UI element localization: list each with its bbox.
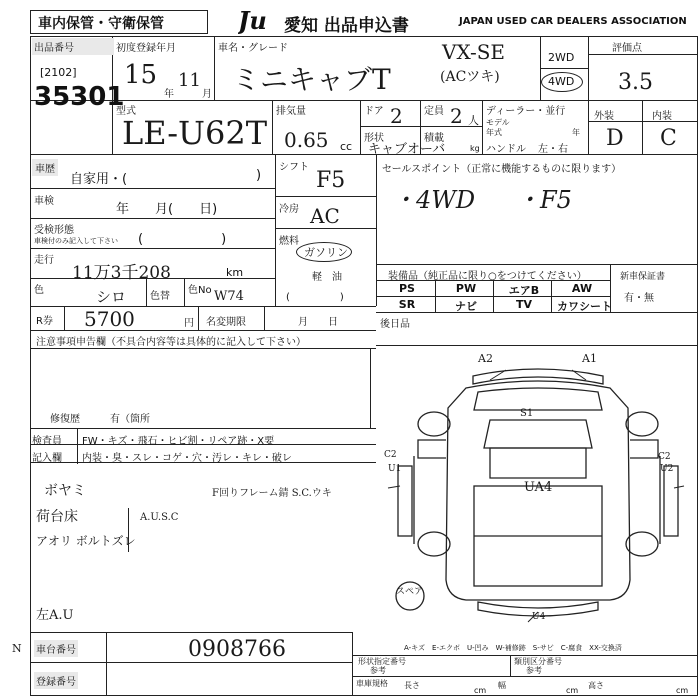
equip-item: ナビ — [455, 300, 477, 313]
note-5: F回りフレーム錆 S.C.ウキ — [212, 488, 332, 499]
kg-unit: kg — [470, 144, 480, 153]
ref-cm-2: cm — [566, 686, 579, 695]
mark-ua4: UA4 — [524, 480, 553, 495]
seats: 2 — [450, 104, 463, 128]
equip-item: SR — [398, 298, 416, 311]
car-name: ミニキャブT — [232, 63, 391, 96]
r-value: 5700 — [84, 307, 135, 331]
reg-month-unit: 月 — [202, 89, 212, 100]
mileage-value: 11万3千208 — [72, 263, 171, 283]
org-title: 愛知 出品申込書 — [284, 16, 409, 36]
damage-legend: A-キズ E-エクボ U-凹み W-補修跡 S-サビ C-腐食 XX-交換済 — [404, 644, 622, 652]
drive-4wd: 4WD — [548, 75, 575, 88]
reg-month: 11 — [178, 70, 201, 91]
ac-label: 冷房 — [279, 204, 299, 215]
model-label: モデル — [486, 118, 510, 127]
mark-u2: U2 — [660, 464, 674, 474]
entry-label: 記入欄 — [32, 453, 62, 464]
doors: 2 — [390, 104, 403, 128]
mark-a1: A1 — [582, 352, 597, 365]
lot-sub: [2102] — [40, 66, 77, 79]
km-unit: km — [226, 266, 244, 279]
note-7: N — [12, 642, 22, 655]
note-2: 荷台床 — [36, 509, 78, 525]
shift-label: シフト — [279, 162, 309, 173]
displacement: 0.65 — [284, 128, 329, 152]
model-year-unit: 年 — [572, 128, 580, 137]
mark-c2-left: C2 — [384, 450, 397, 460]
handle-options: 左・右 — [538, 144, 568, 155]
model-code: LE-U62T — [122, 114, 268, 152]
mark-u4: U4 — [532, 612, 546, 622]
seat-label: 定員 — [424, 106, 444, 117]
mark-a2: A2 — [478, 352, 493, 365]
mark-s1: S1 — [520, 408, 534, 419]
ref-cm-1: cm — [474, 686, 487, 695]
note-bracket — [128, 508, 135, 552]
ref-shape-sub: 参考 — [370, 666, 386, 675]
history-close: ) — [256, 168, 262, 183]
notes-label: 注意事項申告欄（不具合内容等は具体的に記入して下さい） — [36, 337, 306, 348]
regno-label: 登録番号 — [34, 672, 78, 689]
name-change-date: 月 日 — [298, 317, 338, 328]
ext-grade: D — [606, 126, 624, 151]
drive-2wd: 2WD — [548, 51, 575, 64]
accept-paren: ( ) — [138, 232, 227, 247]
after-items-label: 後日品 — [380, 319, 410, 330]
fuel-value: ガソリン — [304, 246, 348, 259]
ref-length: 長さ — [404, 681, 420, 690]
warranty-options: 有・無 — [624, 293, 654, 304]
yen-unit: 円 — [184, 318, 194, 329]
person-unit: 人 — [468, 114, 479, 127]
history-value: 自家用・( — [70, 172, 128, 187]
repair-value: 有（箇所 — [110, 414, 150, 425]
chassis-value: 0908766 — [188, 637, 286, 662]
name-change-label: 名変期限 — [206, 317, 246, 328]
inspection-label: 車検 — [34, 196, 54, 207]
interior-row: 内装・臭・スレ・コゲ・穴・汚レ・キレ・破レ — [82, 453, 292, 464]
note-4: A.U.S.C — [140, 512, 179, 523]
type-label: 型式 — [116, 106, 136, 117]
reg-label: 初度登録年月 — [116, 43, 176, 54]
color-label: 色 — [34, 285, 44, 296]
note-6: 左A.U — [36, 608, 74, 623]
note-3: アオリ ボルトズレ — [36, 534, 136, 548]
equip-item: PS — [399, 282, 415, 295]
note-1: ボヤミ — [44, 483, 86, 499]
diesel-option: 軽 油 — [312, 272, 342, 283]
grade-note: (ACツキ) — [440, 69, 500, 85]
history-label: 車歴 — [32, 159, 58, 176]
mark-u1: U1 — [388, 464, 402, 474]
ref-class-sub: 参考 — [526, 666, 542, 675]
ac-value: AC — [310, 204, 340, 228]
load-label: 積載 — [424, 133, 444, 144]
ext-label: 外装 — [594, 111, 614, 122]
storage-label: 車内保管・守衛保管 — [38, 16, 164, 32]
mark-c2-right: C2 — [658, 452, 671, 462]
spare-label: スペア — [396, 587, 424, 597]
fuel-label: 燃料 — [279, 236, 299, 247]
ref-width: 幅 — [498, 681, 506, 690]
inspector-label: 検査員 — [32, 436, 62, 447]
cc-unit: cc — [340, 140, 353, 153]
model-year-label: 年式 — [486, 128, 502, 137]
lot-label: 出品番号 — [32, 38, 114, 55]
ref-height: 高さ — [588, 681, 604, 690]
svg-text:Ju: Ju — [238, 8, 267, 34]
mileage-label: 走行 — [34, 255, 54, 266]
shift-value: F5 — [316, 168, 346, 193]
accept-label: 受検形態 — [34, 225, 74, 236]
equip-item: PW — [455, 282, 477, 295]
sales-point-2: ・F5 — [516, 186, 572, 214]
ref-class-label: 類別区分番号 — [514, 657, 562, 666]
equip-item: AW — [571, 282, 593, 295]
reg-year: 15 — [124, 60, 158, 90]
sales-point-1: ・4WD — [392, 186, 476, 214]
grade: VX-SE — [442, 40, 506, 64]
color-no-label: 色No — [188, 285, 212, 296]
reg-year-unit: 年 — [164, 89, 174, 100]
accept-note: 車検付のみ記入して下さい — [34, 237, 118, 245]
ref-cm-3: cm — [676, 686, 689, 695]
disp-label: 排気量 — [276, 106, 306, 117]
fuel-paren: ( ) — [286, 292, 344, 303]
name-label: 車名・グレード — [218, 43, 288, 54]
score-label: 評価点 — [612, 43, 642, 54]
equip-item: カワシート — [557, 300, 612, 313]
color-change-label: 色替 — [150, 291, 170, 302]
equip-item: エアB — [508, 284, 540, 297]
chassis-label: 車台番号 — [34, 640, 78, 657]
int-label: 内装 — [652, 111, 672, 122]
color-value: シロ — [96, 288, 127, 306]
ref-shape-label: 形状指定番号 — [358, 657, 406, 666]
door-label: ドア — [364, 106, 384, 117]
int-grade: C — [660, 126, 677, 151]
handle-label: ハンドル — [486, 144, 526, 155]
warranty-label: 新車保証書 — [620, 272, 666, 282]
equip-label: 装備品（純正品に限り○をつけてください） — [388, 271, 587, 282]
color-no-value: W74 — [214, 289, 244, 304]
ref-garage-label: 車庫規格 — [356, 679, 388, 688]
equip-item: TV — [515, 298, 533, 311]
vehicle-damage-diagram — [378, 348, 696, 628]
score-value: 3.5 — [618, 70, 653, 95]
lot-number: 35301 — [34, 82, 125, 112]
org-title-en: JAPAN USED CAR DEALERS ASSOCIATION — [459, 16, 687, 27]
sales-label: セールスポイント（正常に機能するものに限ります） — [382, 164, 622, 175]
repair-label: 修復歴 — [50, 414, 80, 425]
shape: キャブオーバ — [368, 142, 446, 157]
fw-row: FW・キズ・飛石・ヒビ割・リペア跡・X要 — [82, 436, 275, 447]
dealer-label: ディーラー・並行 — [486, 106, 566, 117]
ju-logo-icon — [238, 8, 284, 38]
inspection-value: 年 月( 日) — [116, 202, 218, 217]
shape-label: 形状 — [364, 133, 384, 144]
r-label: R券 — [36, 316, 53, 327]
